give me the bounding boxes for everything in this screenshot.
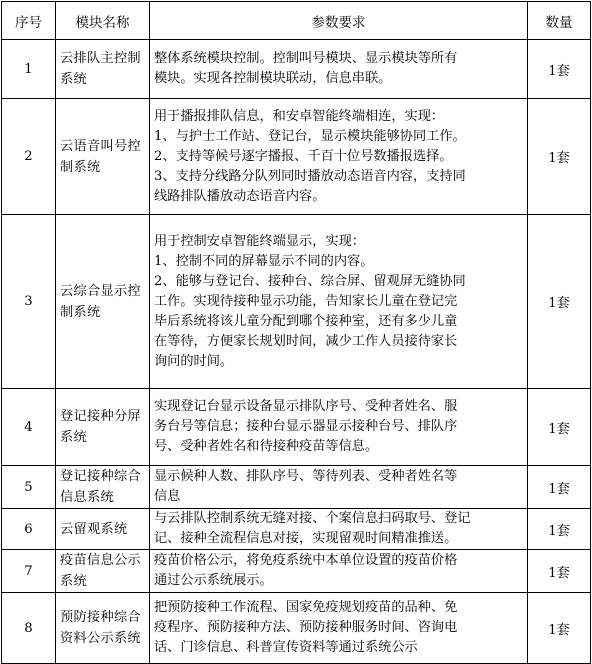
requirement-line: 记、接种全流程信息对接，实现留观时间精准推送。 [154,531,458,546]
requirement-line: 3、支持分线路分队列同时播放动态语音内容，支持同 [154,168,466,184]
quantity: 1套 [528,550,591,593]
requirement-line: 务台号等信息；接种台显示器显示接种台号、排队序 [154,419,458,434]
table-row [2,509,591,550]
requirement-line: 疫苗价格公示，将免疫系统中本单位设置的疫苗价格 [154,553,458,568]
requirement-line: 在等待，方便家长规划时间，减少工作人员接待家长 [154,333,458,349]
header-qty: 数量 [528,2,591,40]
requirement-line: 整体系统模块控制。控制叫号模块、显示模块等所有 [154,51,458,66]
requirement-line: 信息 [154,489,181,504]
table-row [2,389,591,466]
requirement-line: 与云排队控制系统无缝对接、个案信息扫码取号、登记 [154,511,471,526]
table-row [2,466,591,509]
requirements-cell [150,509,528,550]
header-no: 序号 [2,2,56,40]
requirement-line: 实现登记台显示设备显示排队序号、受种者姓名、服 [154,399,458,414]
module-name: 云排队主控制系统 [56,40,150,99]
row-number: 3 [2,215,56,389]
row-number: 5 [2,466,56,509]
requirements-cell [150,215,528,389]
requirement-line: 2、能够与登记台、接种台、综合屏、留观屏无缝协同 [154,273,466,289]
requirement-line: 把预防接种工作流程、国家免疫规划疫苗的品种、免 [154,600,458,615]
quantity: 1套 [528,593,591,664]
table-row [2,99,591,215]
quantity: 1套 [528,99,591,215]
row-number: 7 [2,550,56,593]
requirement-line: 1、控制不同的屏幕显示不同的内容。 [154,253,374,269]
parameter-table [1,1,591,664]
requirement-line: 工作。实现待接种显示功能，告知家长儿童在登记完 [154,293,458,309]
requirements-cell [150,466,528,509]
quantity: 1套 [528,389,591,466]
quantity: 1套 [528,509,591,550]
requirement-line: 用于控制安卓智能终端显示，实现： [154,233,365,249]
module-name: 云语音叫号控制系统 [56,99,150,215]
requirements-cell [150,99,528,215]
requirement-line: 线路排队播放动态语音内容。 [154,188,326,204]
table-header-row [2,2,591,40]
requirements-cell [150,389,528,466]
module-name: 登记接种分屏系统 [56,389,150,466]
requirement-line: 询问的时间。 [154,353,234,369]
requirement-line: 号、受种者姓名和待接种疫苗等信息。 [154,439,379,454]
table-body [2,40,591,664]
table-row [2,593,591,664]
quantity: 1套 [528,466,591,509]
module-name: 登记接种综合信息系统 [56,466,150,509]
module-name: 疫苗信息公示系统 [56,550,150,593]
row-number: 6 [2,509,56,550]
requirement-line: 显示候种人数、排队序号、等待列表、受种者姓名等 [154,469,458,484]
table-row [2,550,591,593]
requirement-line: 1、与护士工作站、登记台，显示模块能够协同工作。 [154,128,466,144]
module-name: 预防接种综合资料公示系统 [56,593,150,664]
requirement-line: 疫程序、预防接种方法、预防接种服务时间、咨询电 [154,620,458,635]
module-name: 云留观系统 [56,509,150,550]
requirement-line: 通过公示系统展示。 [154,573,273,588]
header-name: 模块名称 [56,2,150,40]
quantity: 1套 [528,40,591,99]
requirement-line: 毕后系统将该儿童分配到哪个接种室，还有多少儿童 [154,313,458,329]
requirement-line: 用于播报排队信息，和安卓智能终端相连，实现： [154,108,445,124]
requirements-cell [150,550,528,593]
header-req: 参数要求 [150,2,528,40]
row-number: 2 [2,99,56,215]
table-row [2,40,591,99]
requirements-cell [150,593,528,664]
row-number: 4 [2,389,56,466]
requirement-line: 模块。实现各控制模块联动，信息串联。 [154,71,392,86]
module-name: 云综合显示控制系统 [56,215,150,389]
row-number: 8 [2,593,56,664]
quantity: 1套 [528,215,591,389]
requirements-cell [150,40,528,99]
table-row [2,215,591,389]
row-number: 1 [2,40,56,99]
requirement-line: 2、支持等候号逐字播报、千百十位号数播报选择。 [154,148,453,164]
requirement-line: 话、门诊信息、科普宣传资料等通过系统公示 [154,640,418,655]
